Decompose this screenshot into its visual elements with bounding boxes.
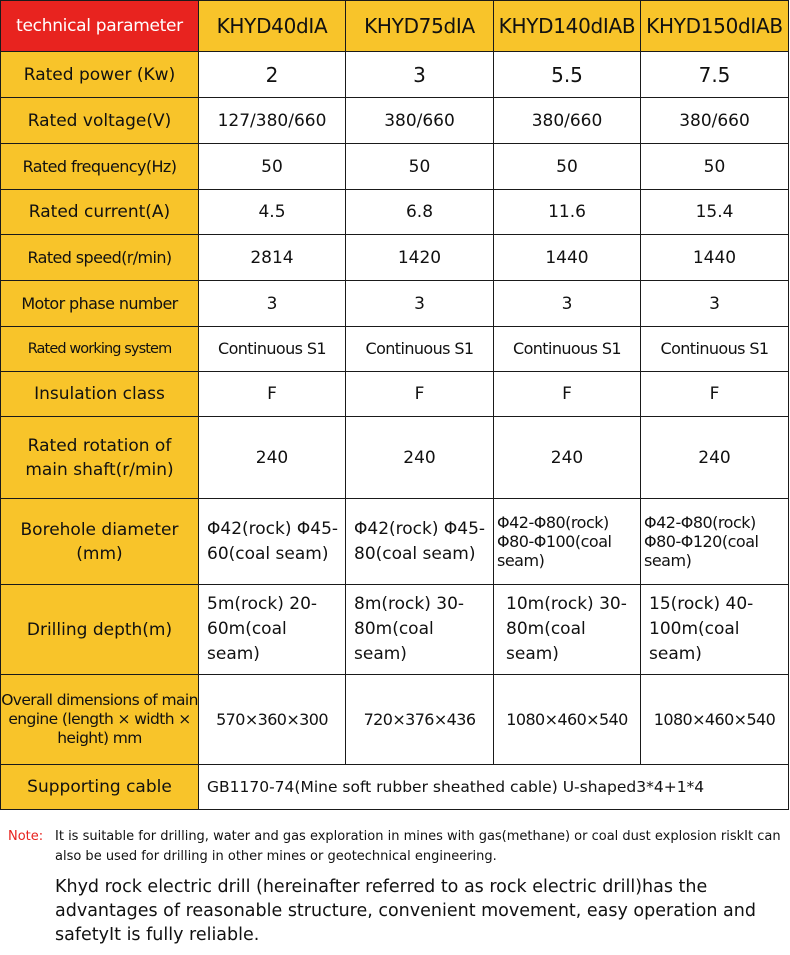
cell-value: 240	[346, 417, 494, 499]
table-row	[1, 372, 789, 417]
cell-value: 50	[199, 144, 346, 190]
cell-value: 1440	[494, 235, 641, 281]
table-row	[1, 327, 789, 372]
model-header: KHYD140dIAB	[494, 1, 641, 52]
cell-value: 380/660	[346, 98, 494, 144]
cell-value: Φ42-Φ80(rock) Φ80-Φ100(coal seam)	[494, 499, 641, 585]
table-row	[1, 52, 789, 98]
cell-value: Φ42-Φ80(rock) Φ80-Φ120(coal seam)	[641, 499, 789, 585]
cell-value: 50	[641, 144, 789, 190]
cell-value: 50	[494, 144, 641, 190]
cell-value: 11.6	[494, 190, 641, 235]
cell-value: 3	[199, 281, 346, 327]
table-row	[1, 499, 789, 585]
cell-value: 2814	[199, 235, 346, 281]
cell-value: F	[494, 372, 641, 417]
model-header: KHYD40dIA	[199, 1, 346, 52]
cable-value: GB1170-74(Mine soft rubber sheathed cable) U-shaped3*4+1*4	[199, 765, 789, 810]
cell-value: 240	[199, 417, 346, 499]
cell-value: 7.5	[641, 52, 789, 98]
cell-value: 3	[346, 52, 494, 98]
row-label: Rated current(A)	[1, 190, 199, 235]
cell-value: 3	[346, 281, 494, 327]
corner-cell: technical parameter	[1, 1, 199, 52]
cell-value: F	[641, 372, 789, 417]
cell-value: 1420	[346, 235, 494, 281]
note-label: Note:	[8, 829, 44, 844]
row-label: Borehole diameter (mm)	[1, 499, 199, 585]
description: Khyd rock electric drill (hereinafter referred to as rock electric drill)has the advantages of reasonable structure, convenient movement, easy operation and safetyIt is fully reliable.	[55, 877, 756, 945]
row-label: Rated speed(r/min)	[1, 235, 199, 281]
cell-value: 570×360×300	[199, 675, 346, 765]
cell-value: 4.5	[199, 190, 346, 235]
table-row	[1, 675, 789, 765]
table-row	[1, 190, 789, 235]
row-label: Rated rotation of main shaft(r/min)	[1, 417, 199, 499]
cell-value: 1080×460×540	[494, 675, 641, 765]
table-row	[1, 585, 789, 675]
table-row	[1, 144, 789, 190]
cell-value: 240	[641, 417, 789, 499]
cell-value: F	[199, 372, 346, 417]
table-row	[1, 235, 789, 281]
model-header: KHYD75dIA	[346, 1, 494, 52]
row-label: Rated working system	[1, 327, 199, 372]
row-label: Rated power (Kw)	[1, 52, 199, 98]
note-text: It is suitable for drilling, water and gas exploration in mines with gas(methane) or coal dust explosion riskIt can also be used for drilling in other mines or geotechnical engineering.	[55, 829, 781, 864]
cell-value: Φ42(rock) Φ45-80(coal seam)	[346, 499, 494, 585]
header-row	[1, 1, 789, 52]
row-label: Insulation class	[1, 372, 199, 417]
row-label: Supporting cable	[1, 765, 199, 810]
cell-value: 15.4	[641, 190, 789, 235]
row-label: Rated voltage(V)	[1, 98, 199, 144]
cell-value: 5.5	[494, 52, 641, 98]
table-row	[1, 417, 789, 499]
cell-value: 5m(rock) 20-60m(coal seam)	[199, 585, 346, 675]
table-row	[1, 281, 789, 327]
model-header: KHYD150dIAB	[641, 1, 789, 52]
cell-value: 380/660	[494, 98, 641, 144]
cell-value: 127/380/660	[199, 98, 346, 144]
table-row	[1, 98, 789, 144]
cell-value: 720×376×436	[346, 675, 494, 765]
cell-value: 380/660	[641, 98, 789, 144]
cell-value: 50	[346, 144, 494, 190]
cell-value: Continuous S1	[199, 327, 346, 372]
cell-value: 1440	[641, 235, 789, 281]
cell-value: 2	[199, 52, 346, 98]
row-label: Overall dimensions of main engine (length × width × height) mm	[1, 675, 199, 765]
cell-value: 3	[641, 281, 789, 327]
cell-value: 8m(rock) 30-80m(coal seam)	[346, 585, 494, 675]
row-label: Drilling depth(m)	[1, 585, 199, 675]
table-row	[1, 765, 789, 810]
cell-value: Φ42(rock) Φ45-60(coal seam)	[199, 499, 346, 585]
cell-value: 15(rock) 40-100m(coal seam)	[641, 585, 789, 675]
cell-value: Continuous S1	[346, 327, 494, 372]
row-label: Motor phase number	[1, 281, 199, 327]
cell-value: 3	[494, 281, 641, 327]
cell-value: Continuous S1	[494, 327, 641, 372]
cell-value: Continuous S1	[641, 327, 789, 372]
cell-value: F	[346, 372, 494, 417]
cell-value: 10m(rock) 30-80m(coal seam)	[494, 585, 641, 675]
cell-value: 1080×460×540	[641, 675, 789, 765]
row-label: Rated frequency(Hz)	[1, 144, 199, 190]
cell-value: 240	[494, 417, 641, 499]
cell-value: 6.8	[346, 190, 494, 235]
